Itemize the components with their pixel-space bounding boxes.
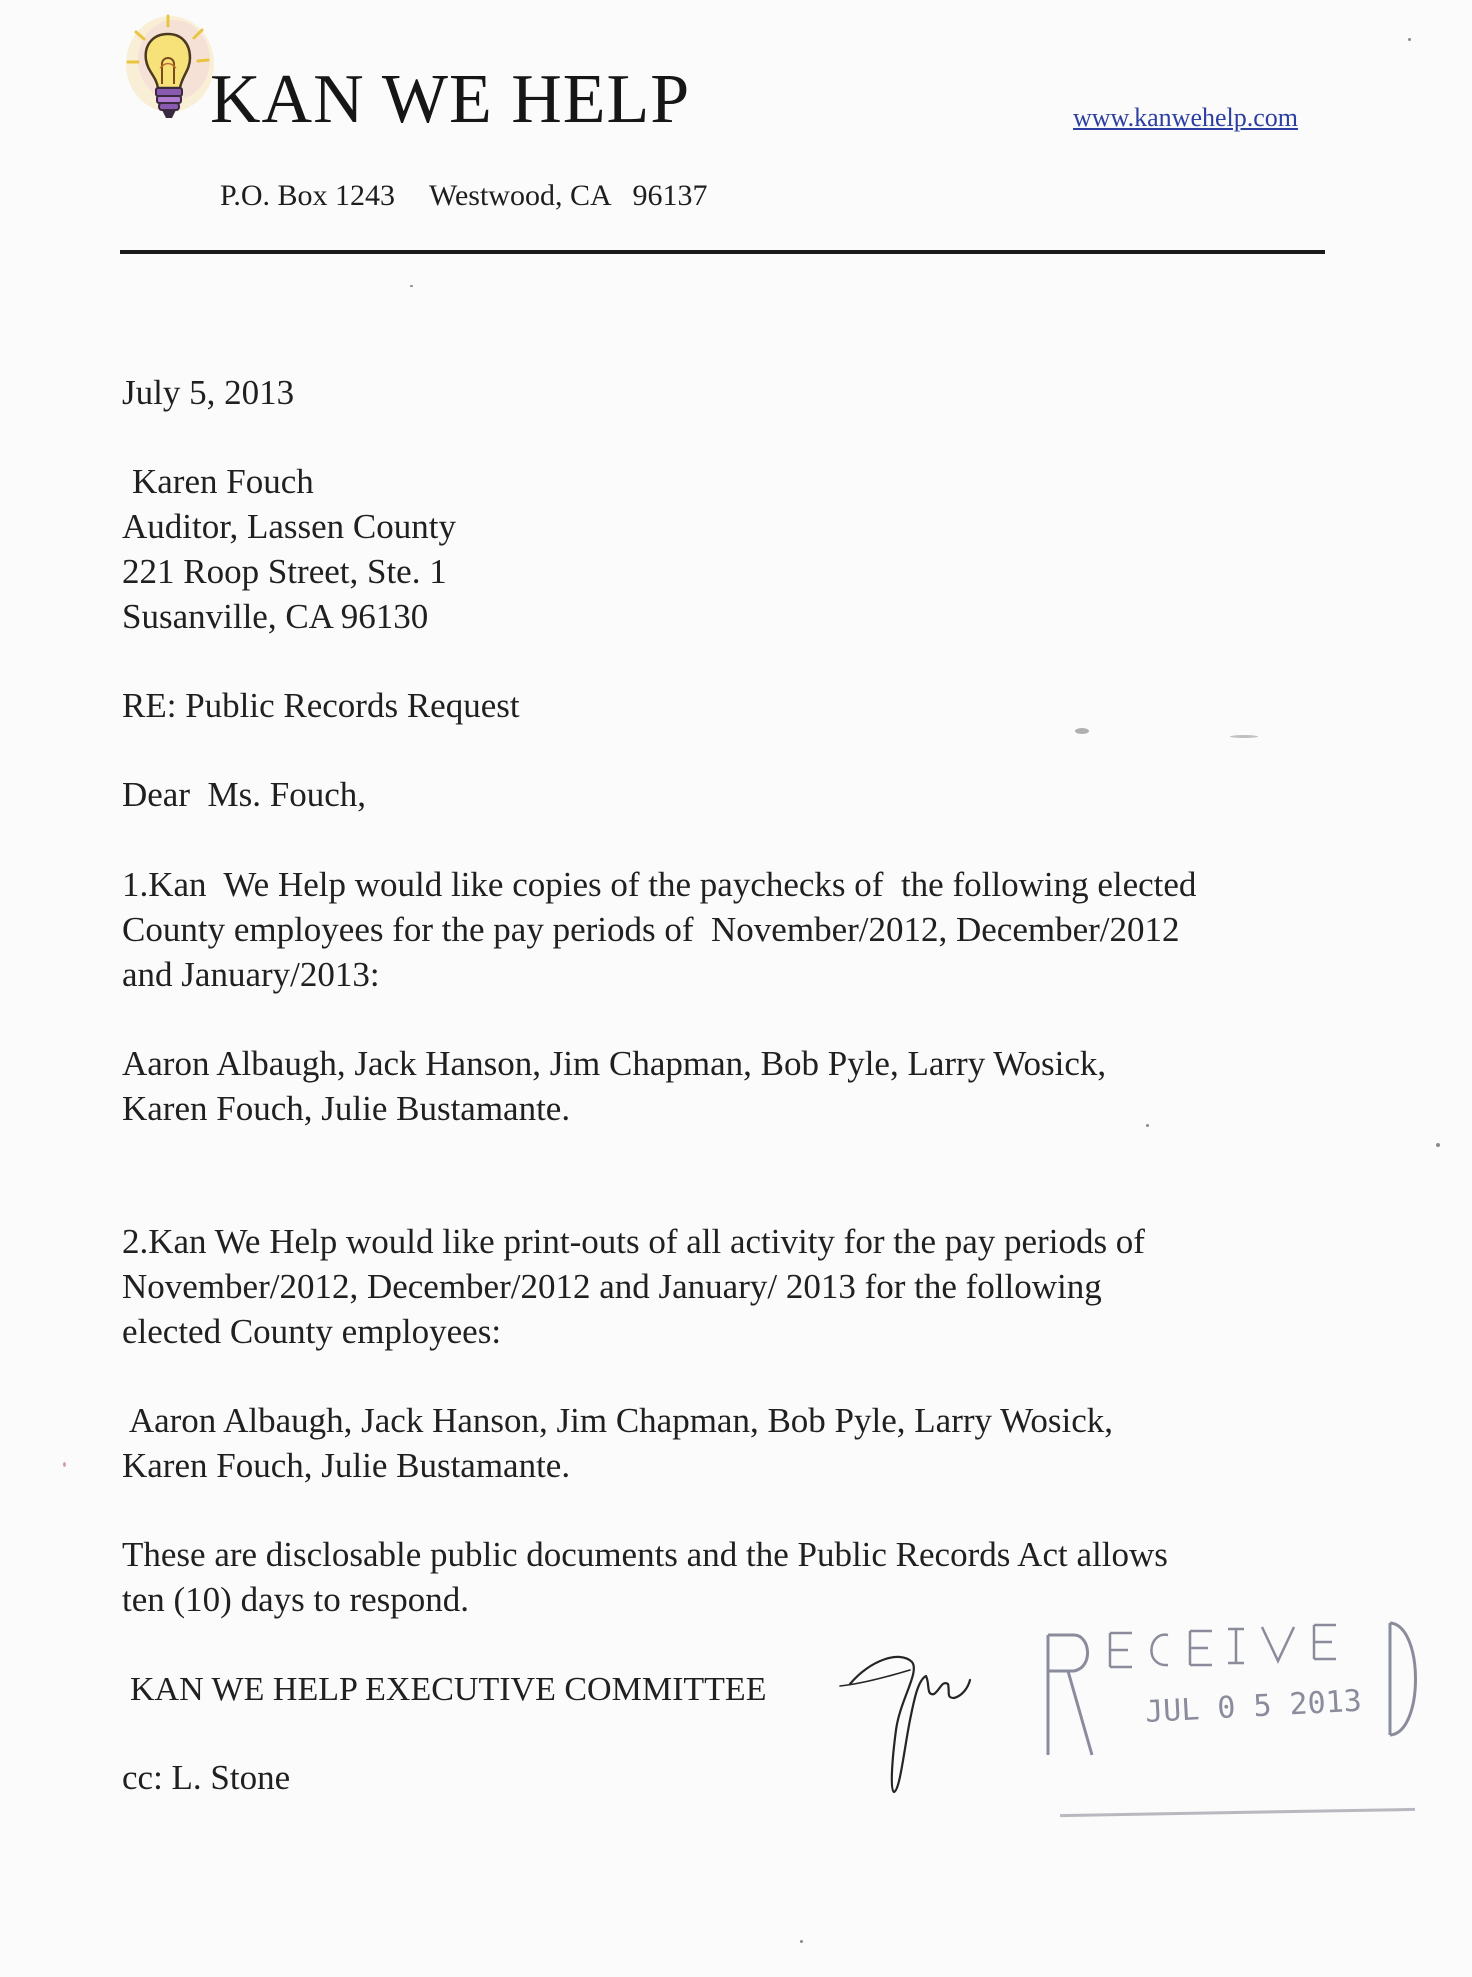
paragraph-one (122, 862, 1196, 997)
paragraph-line: 2.Kan We Help would like print-outs of all activity for the pay periods of (122, 1222, 1145, 1261)
employee-names-one (122, 1041, 1106, 1131)
paragraph-line: 1.Kan We Help would like copies of the paychecks of the following elected (122, 865, 1197, 904)
recipient-title: Auditor, Lassen County (122, 507, 456, 546)
paragraph-two (122, 1219, 1145, 1354)
paragraph-line: and January/2013: (122, 955, 380, 994)
recipient-address (122, 459, 456, 639)
employee-names-two (122, 1398, 1113, 1488)
paragraph-line: County employees for the pay periods of November/2012, December/2012 (122, 910, 1180, 949)
city-state-zip: Westwood, CA 96137 (429, 179, 708, 212)
closing-paragraph (122, 1532, 1168, 1622)
signoff-committee: KAN WE HELP EXECUTIVE COMMITTEE (130, 1671, 767, 1708)
paragraph-line: elected County employees: (122, 1312, 502, 1351)
letterhead-divider (120, 250, 1325, 254)
website-link[interactable]: www.kanwehelp.com (1073, 103, 1299, 132)
paragraph-line: These are disclosable public documents and the Public Records Act allows (122, 1535, 1168, 1574)
po-box: P.O. Box 1243 (220, 179, 396, 212)
salutation: Dear Ms. Fouch, (122, 775, 366, 814)
subject-line: RE: Public Records Request (122, 686, 520, 725)
paragraph-line: ten (10) days to respond. (122, 1580, 470, 1619)
scan-speck (1436, 1143, 1440, 1147)
scan-speck (1146, 1124, 1149, 1127)
paragraph-line: November/2012, December/2012 and January/ 2013 for the following (122, 1267, 1102, 1306)
scan-speck (410, 285, 413, 287)
letter-date: July 5, 2013 (122, 373, 295, 412)
letterhead-address (220, 178, 707, 214)
scan-speck (1408, 38, 1411, 41)
handwritten-signature (830, 1640, 1000, 1800)
recipient-street: 221 Roop Street, Ste. 1 (122, 552, 447, 591)
scan-speck (63, 1462, 66, 1467)
recipient-city: Susanville, CA 96130 (122, 597, 429, 636)
scan-speck (1075, 728, 1089, 734)
svg-text:JUL 0 5 2013: JUL 0 5 2013 (1144, 1683, 1363, 1730)
scan-speck (1230, 735, 1258, 738)
organization-name: KAN WE HELP (210, 61, 691, 138)
names-line: Aaron Albaugh, Jack Hanson, Jim Chapman, Bob Pyle, Larry Wosick, (122, 1044, 1107, 1083)
cc-line: cc: L. Stone (122, 1758, 291, 1797)
names-line: Karen Fouch, Julie Bustamante. (122, 1089, 571, 1128)
scan-speck (800, 1940, 803, 1943)
recipient-name: Karen Fouch (132, 462, 314, 501)
stamp-underline (1060, 1808, 1415, 1817)
names-line: Aaron Albaugh, Jack Hanson, Jim Chapman, Bob Pyle, Larry Wosick, (122, 1401, 1113, 1440)
names-line: Karen Fouch, Julie Bustamante. (122, 1446, 571, 1485)
received-stamp (1040, 1605, 1420, 1760)
lightbulb-icon (122, 12, 214, 130)
